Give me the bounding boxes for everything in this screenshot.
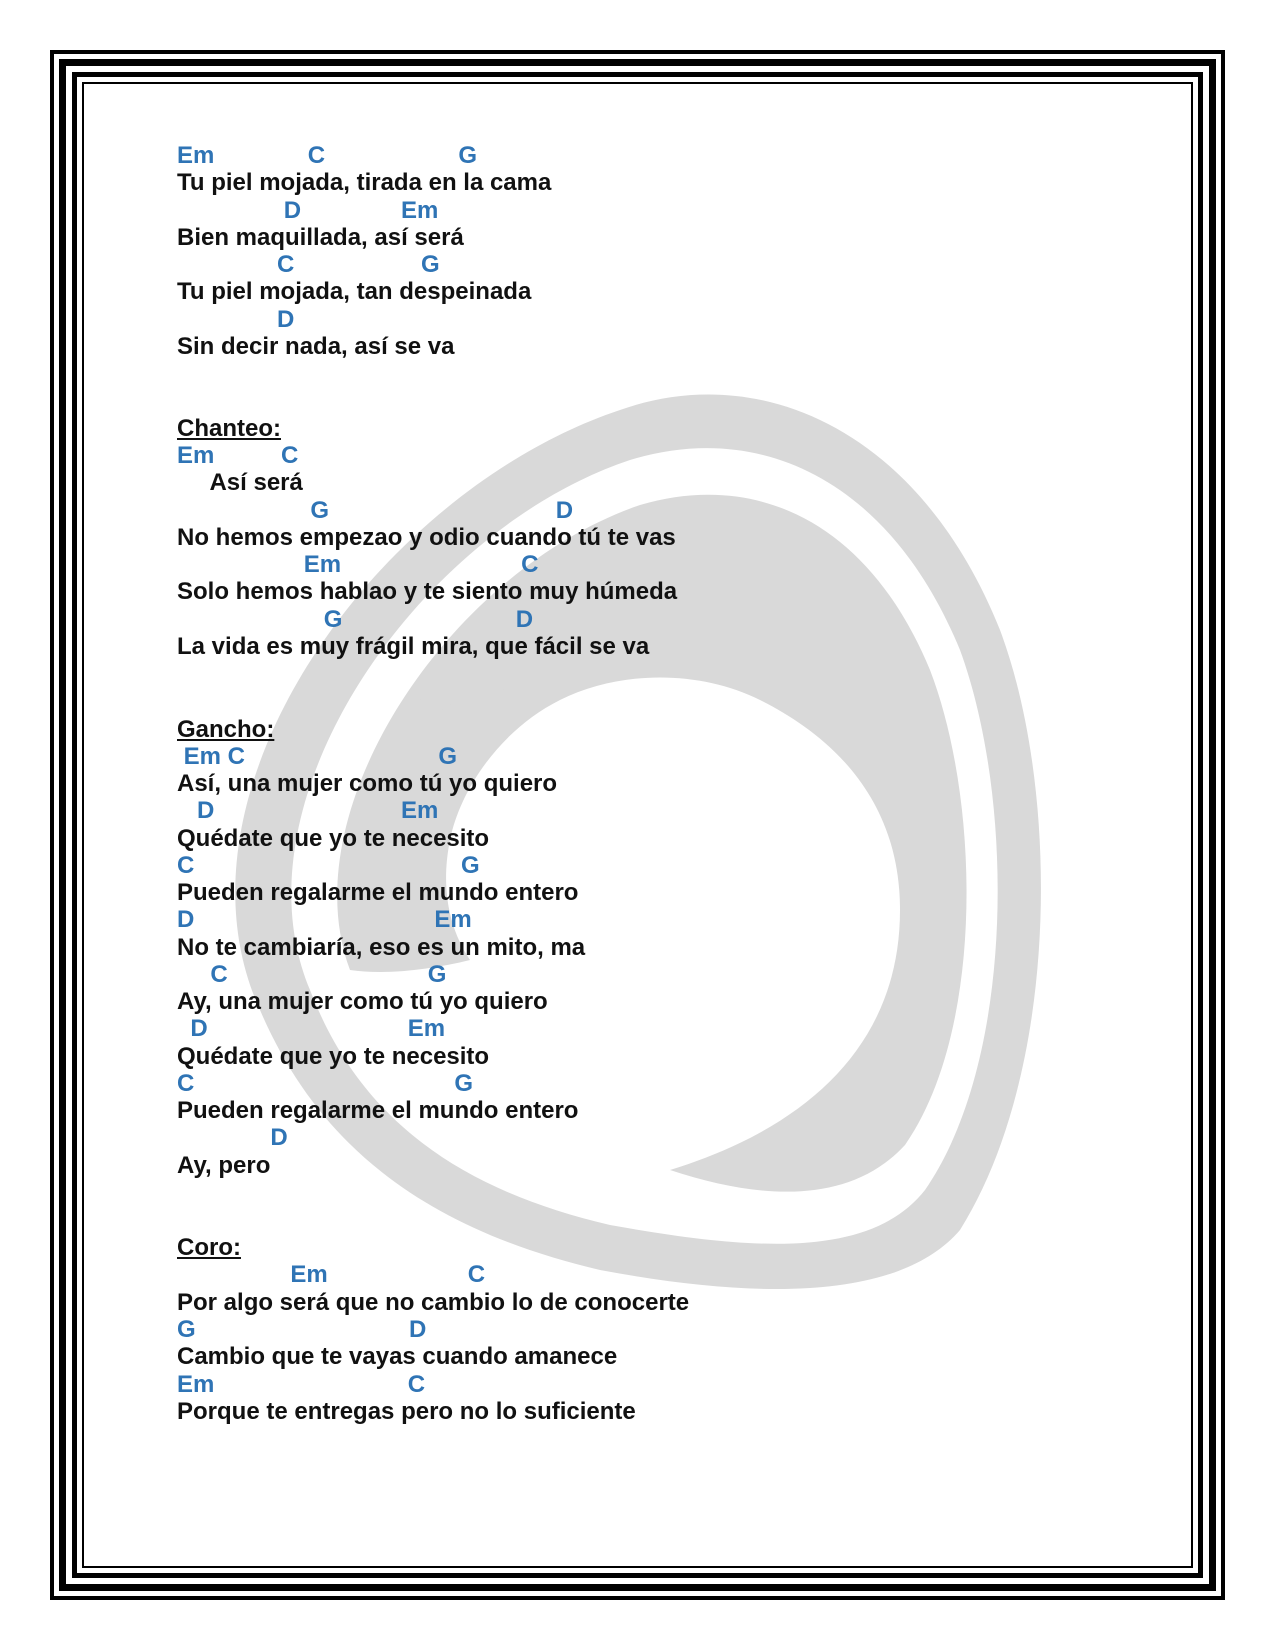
chord-line: G D: [177, 497, 574, 524]
lyric-line: Bien maquillada, así será: [177, 224, 464, 251]
chord-line: D Em: [177, 797, 439, 824]
lyric-line: Pueden regalarme el mundo entero: [177, 879, 579, 906]
lyric-line: Tu piel mojada, tirada en la cama: [177, 169, 552, 196]
song-sheet: [177, 0, 1077, 1650]
section-heading-coro: Coro:: [177, 1234, 241, 1261]
chord-line: C G: [177, 961, 447, 988]
chord-line: D Em: [177, 197, 439, 224]
chord-line: C G: [177, 1070, 474, 1097]
lyric-line: Pueden regalarme el mundo entero: [177, 1097, 579, 1124]
lyric-line: Así, una mujer como tú yo quiero: [177, 770, 558, 797]
lyric-line: Así será: [177, 469, 303, 496]
lyric-line: No hemos empezao y odio cuando tú te vas: [177, 524, 676, 551]
chord-line: Em C: [177, 442, 299, 469]
lyric-line: Quédate que yo te necesito: [177, 825, 490, 852]
chord-line: Em C: [177, 1261, 486, 1288]
chord-line: Em C G: [177, 142, 478, 169]
chord-line: Em C G: [177, 743, 458, 770]
lyric-line: Sin decir nada, así se va: [177, 333, 455, 360]
lyric-line: Tu piel mojada, tan despeinada: [177, 278, 532, 305]
chord-line: C G: [177, 852, 480, 879]
lyric-line: Porque te entregas pero no lo suficiente: [177, 1398, 636, 1425]
chord-line: Em C: [177, 551, 539, 578]
chord-line: C G: [177, 251, 440, 278]
section-heading-chanteo: Chanteo:: [177, 415, 281, 442]
lyric-line: Por algo será que no cambio lo de conocerte: [177, 1289, 690, 1316]
chord-line: D Em: [177, 906, 472, 933]
chord-line: G D: [177, 606, 534, 633]
lyric-line: No te cambiaría, eso es un mito, ma: [177, 934, 586, 961]
chord-line: G D: [177, 1316, 427, 1343]
chord-line: Em C: [177, 1371, 426, 1398]
lyric-line: Solo hemos hablao y te siento muy húmeda: [177, 578, 678, 605]
section-heading-gancho: Gancho:: [177, 716, 275, 743]
lyric-line: Ay, pero: [177, 1152, 271, 1179]
lyric-line: La vida es muy frágil mira, que fácil se va: [177, 633, 650, 660]
lyric-line: Ay, una mujer como tú yo quiero: [177, 988, 548, 1015]
chord-line: D Em: [177, 1015, 446, 1042]
chord-line: D: [177, 306, 295, 333]
chord-line: D: [177, 1124, 288, 1151]
lyric-line: Cambio que te vayas cuando amanece: [177, 1343, 618, 1370]
lyric-line: Quédate que yo te necesito: [177, 1043, 490, 1070]
